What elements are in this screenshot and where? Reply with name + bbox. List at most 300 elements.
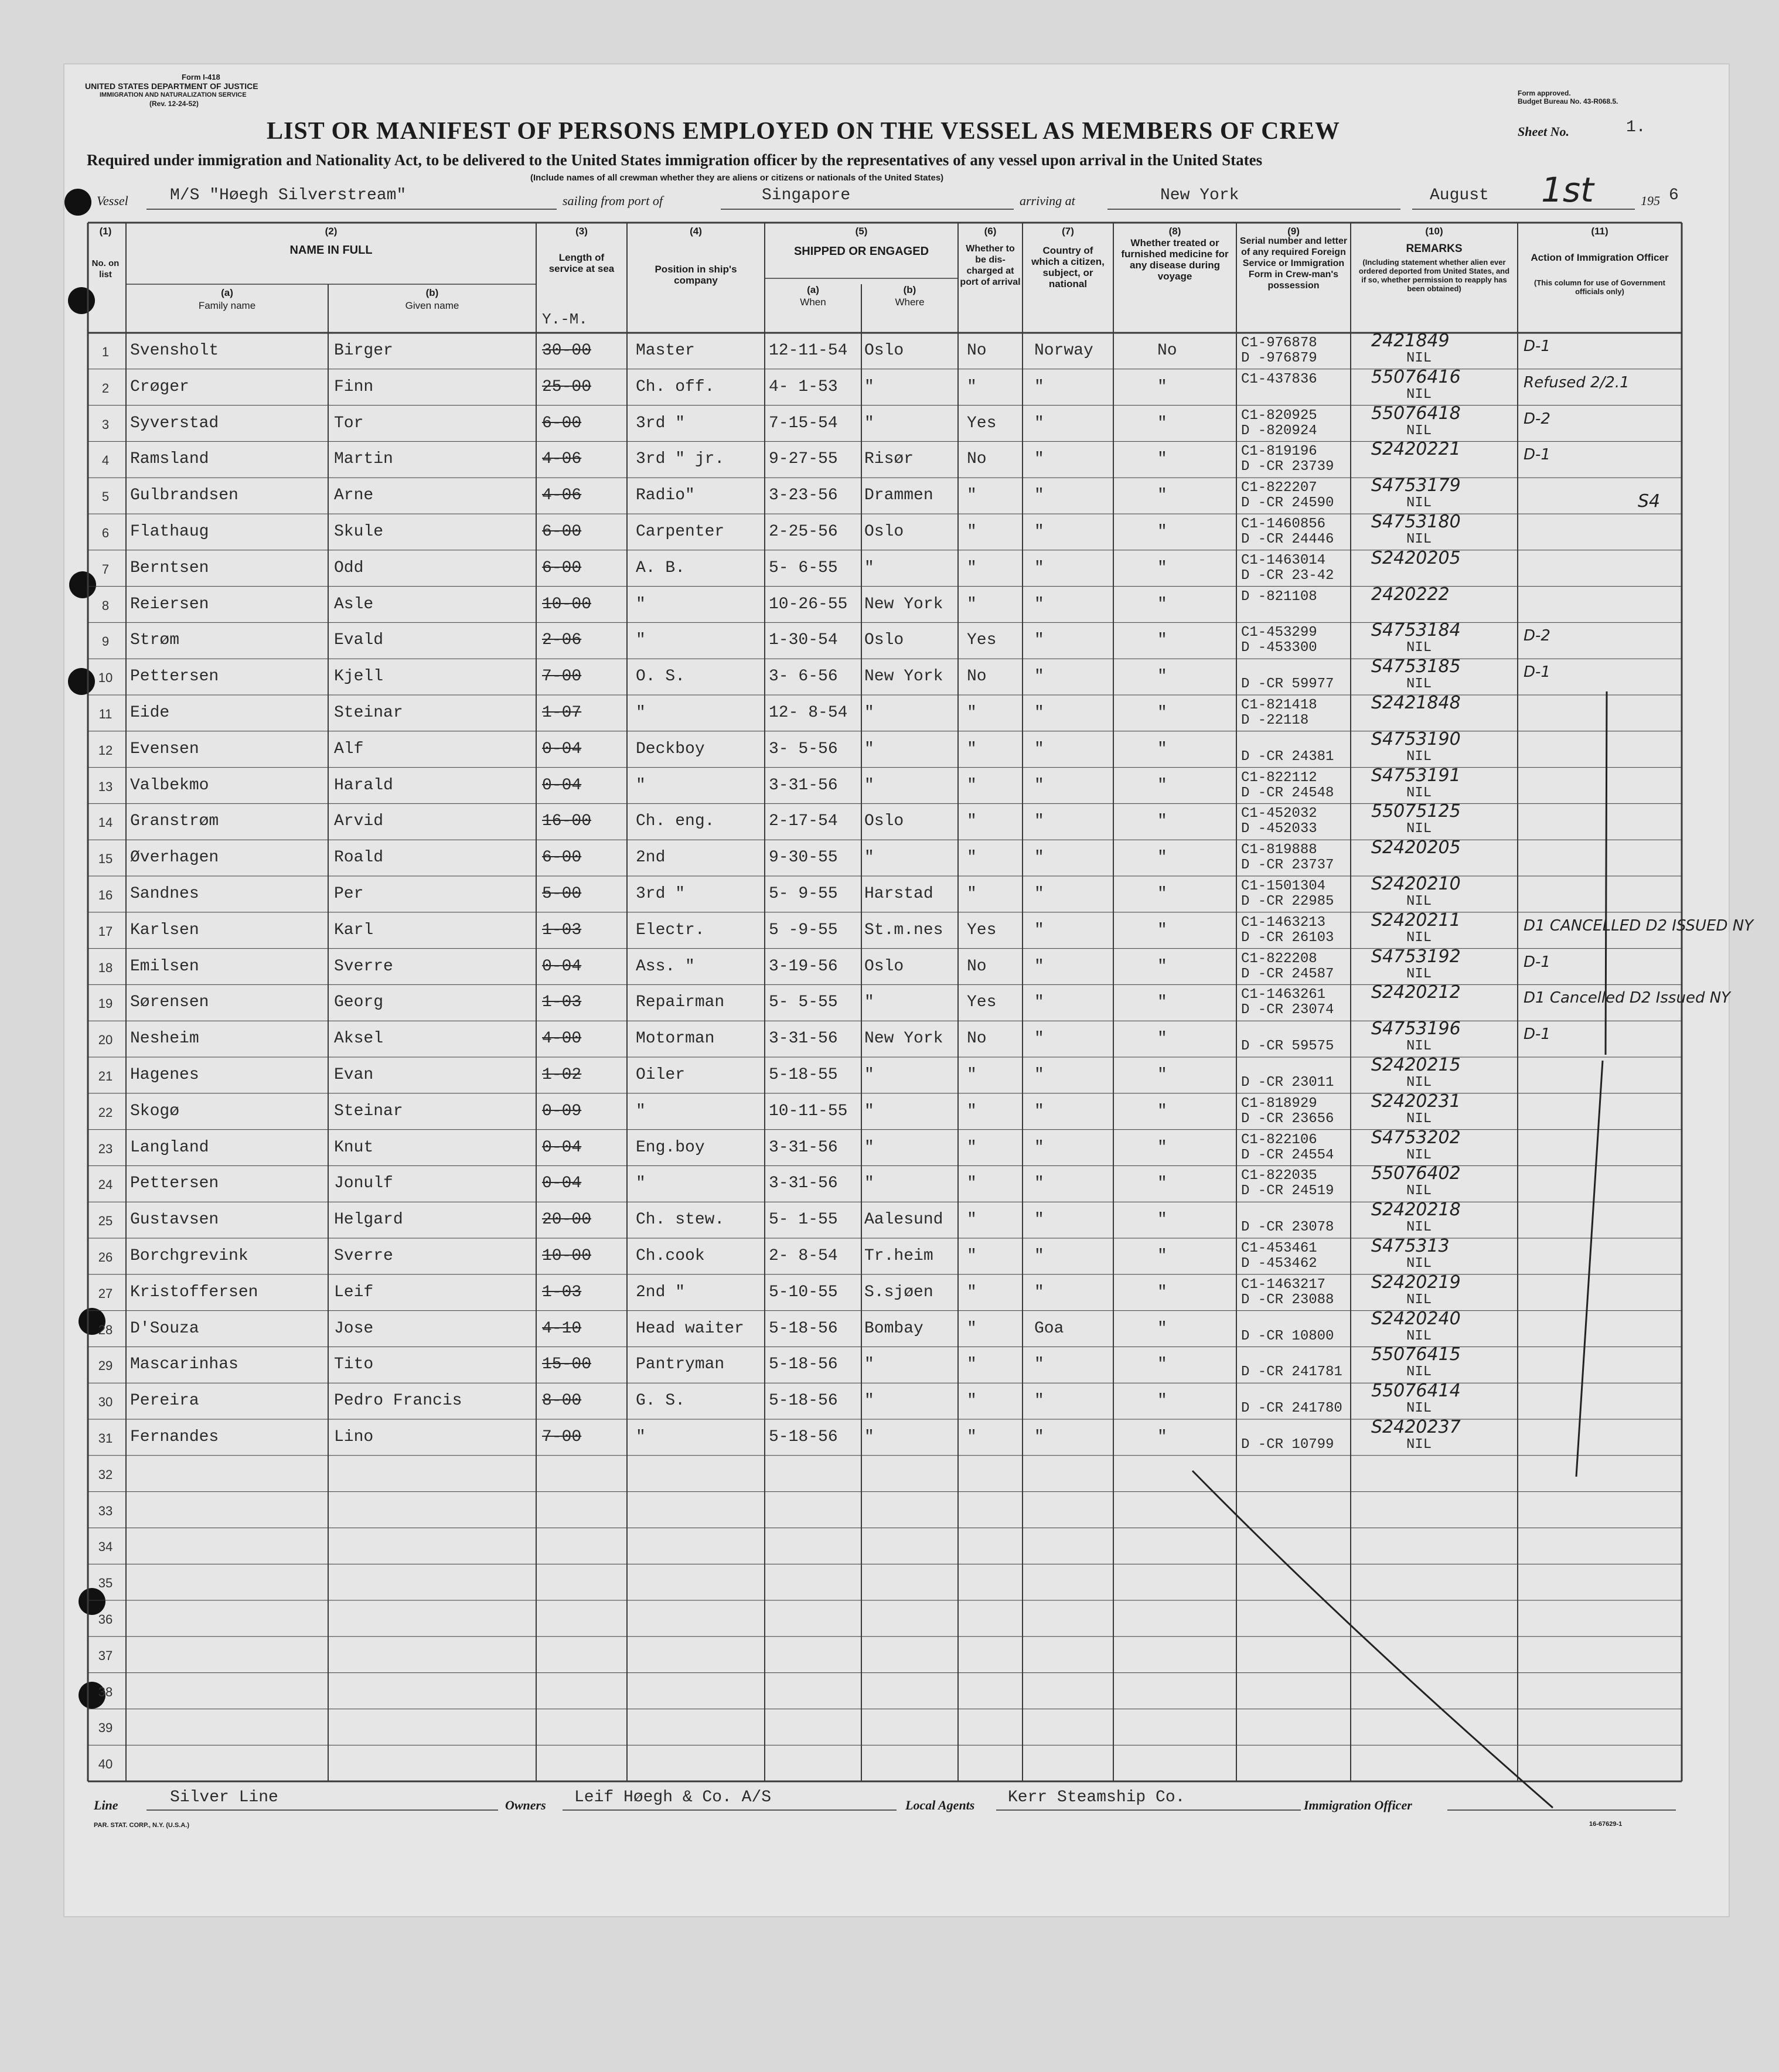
given-name: Per [334,885,364,903]
engaged-place: Oslo [864,342,904,360]
serial-number-2: D -CR 24446 [1241,531,1334,547]
discharged: Yes [967,921,997,939]
given-name: Tito [334,1355,374,1374]
discharged: " [967,704,977,722]
row-number: 25 [98,1214,113,1229]
discharged: " [967,377,977,396]
discharged: " [967,1283,977,1301]
form-number: Form I-418 [182,73,220,81]
remark: NIL [1406,785,1432,801]
serial-number-2: D -CR 24548 [1241,785,1334,801]
remark: NIL [1406,966,1432,982]
medicine: " [1157,595,1167,614]
country: " [1034,776,1044,795]
col10-number: (10) [1425,226,1443,237]
country: " [1034,1283,1044,1301]
service: IMMIGRATION AND NATURALIZATION SERVICE [100,91,247,98]
family-name: Pettersen [130,1174,219,1193]
family-name: Flathaug [130,523,209,541]
remark-handwritten: S4753192 [1371,946,1461,967]
medicine: " [1157,704,1167,722]
col6-number: (6) [984,226,997,237]
remark-handwritten: S2420221 [1371,439,1461,460]
engaged-date: 12- 8-54 [769,704,848,722]
engaged-place: " [864,1174,874,1193]
discharged: " [967,739,977,758]
country: " [1034,414,1044,432]
engaged-date: 3-31-56 [769,1138,838,1157]
col2b-header: Given name [405,300,459,311]
given-name: Helgard [334,1211,403,1229]
remark-handwritten: 55076415 [1371,1344,1461,1365]
medicine: " [1157,1392,1167,1410]
remark-handwritten: S4753196 [1371,1018,1461,1040]
col4-number: (4) [690,226,702,237]
engaged-place: Oslo [864,812,904,831]
position: A. B. [636,558,686,577]
medicine: " [1157,523,1167,541]
arriving-label: arriving at [1020,193,1075,208]
engaged-date: 2- 8-54 [769,1247,838,1265]
engaged-place: " [864,704,874,722]
row-number: 12 [98,742,113,758]
row-number: 38 [98,1684,113,1699]
remark: NIL [1406,350,1432,366]
year-prefix: 195 [1641,193,1660,208]
row-number: 14 [98,815,113,830]
position: 3rd " jr. [636,450,725,469]
position: Ch.cook [636,1247,705,1265]
serial-number-2: D -452033 [1241,821,1317,837]
medicine: " [1157,1066,1167,1084]
medicine: No [1157,342,1177,360]
col10-subheader: (Including statement whether alien ever ordered deported from United States, and if so, whether permission to reapply has been obtained) [1358,258,1510,293]
owners-underline [563,1809,897,1811]
engaged-place: S.sjøen [864,1283,933,1301]
serial-number-2: D -CR 26103 [1241,929,1334,946]
col8-header: Whether treated or furnished medicine for any disease during voyage [1121,237,1229,282]
family-name: Sørensen [130,993,209,1012]
engaged-date: 2-17-54 [769,812,838,831]
agents-underline [996,1809,1301,1811]
row-number: 11 [98,707,113,721]
given-name: Leif [334,1283,374,1301]
remark-handwritten: S2420231 [1371,1090,1461,1112]
family-name: Hagenes [130,1066,199,1084]
given-name: Birger [334,342,393,360]
medicine: " [1157,667,1167,686]
given-name: Odd [334,558,364,577]
serial-number-1: C1-821418 [1241,697,1317,713]
position: Head waiter [636,1319,744,1338]
position: " [636,631,646,650]
row-number: 18 [98,960,113,975]
row-number: 19 [98,996,113,1011]
col2a-number: (a) [221,287,233,298]
service-length: 2-06 [542,631,582,650]
serial-number-2: D -CR 10800 [1241,1328,1334,1344]
col10-header: REMARKS [1406,243,1463,255]
col3-number: (3) [575,226,588,237]
printer-credit: PAR. STAT. CORP., N.Y. (U.S.A.) [94,1822,189,1829]
row-number: 16 [98,888,113,902]
position: O. S. [636,667,686,686]
remark-handwritten: S475313 [1371,1236,1450,1256]
medicine: " [1157,414,1167,432]
family-name: Evensen [130,739,199,758]
family-name: Pereira [130,1392,199,1410]
row-number: 32 [98,1467,113,1482]
serial-number-1: C1-1463217 [1241,1276,1326,1293]
discharged: " [967,848,977,867]
remark-handwritten: S2420211 [1371,909,1461,931]
service-length: 15-00 [542,1355,592,1374]
engaged-date: 5-18-56 [769,1355,838,1374]
serial-number-2: D -453462 [1241,1256,1317,1272]
position: Ch. eng. [636,812,715,831]
position: " [636,776,646,795]
serial-number-2: D -CR 23074 [1241,1002,1334,1018]
form-approved: Form approved. [1518,89,1571,97]
engaged-place: " [864,848,874,867]
given-name: Finn [334,377,374,396]
row-number: 10 [98,670,113,686]
engaged-date: 7-15-54 [769,414,838,432]
service-length: 6-00 [542,848,582,867]
service-length: 7-00 [542,667,582,686]
row-number: 40 [98,1757,113,1772]
family-name: Berntsen [130,558,209,577]
serial-number-2: D -CR 23088 [1241,1291,1334,1308]
medicine: " [1157,812,1167,831]
service-length: 1-02 [542,1066,582,1084]
remark: NIL [1406,1400,1432,1417]
given-name: Jose [334,1319,374,1338]
discharged: No [967,957,987,976]
remark: NIL [1406,1364,1432,1381]
discharged: Yes [967,993,997,1012]
given-name: Harald [334,776,393,795]
given-name: Arvid [334,812,384,831]
country: " [1034,1392,1044,1410]
remark-handwritten: S4753190 [1371,728,1461,749]
medicine: " [1157,1174,1167,1193]
engaged-place: " [864,1392,874,1410]
serial-number-1: D -821108 [1241,588,1317,605]
remark: NIL [1406,748,1432,765]
engaged-place: New York [864,595,943,614]
family-name: Mascarinhas [130,1355,238,1374]
ditto-vertical-line [1576,691,1607,1477]
col1-header: No. on list [91,258,120,280]
remark-handwritten: 55076418 [1371,403,1461,424]
cancellation-line [1192,1471,1553,1808]
serial-number-1: C1-819196 [1241,444,1317,460]
engaged-date: 2-25-56 [769,523,838,541]
col5b-number: (b) [903,284,916,295]
row-number: 15 [98,851,113,867]
serial-number-1: C1-976878 [1241,335,1317,351]
row-number: 21 [98,1069,113,1083]
serial-number-1: C1-1463261 [1241,987,1326,1003]
remark: NIL [1406,495,1432,512]
col5b-header: Where [895,297,925,308]
service-length: 8-00 [542,1392,582,1410]
row-number: 1 [101,345,110,359]
given-name: Knut [334,1138,374,1157]
engaged-date: 3-19-56 [769,957,838,976]
sailing-label: sailing from port of [563,193,663,208]
discharged: " [967,1102,977,1120]
row-number: 24 [98,1177,113,1192]
service-length: 5-00 [542,885,582,903]
discharged: No [967,667,987,686]
remark: NIL [1406,1328,1432,1344]
col8-number: (8) [1168,226,1181,237]
country: " [1034,450,1044,469]
remark-handwritten: S4753185 [1371,656,1461,677]
engaged-place: St.m.nes [864,921,943,939]
given-name: Evan [334,1066,374,1084]
serial-number-1: C1-820925 [1241,407,1317,424]
serial-number-2: D -CR 24519 [1241,1183,1334,1199]
port-of-sailing: Singapore [762,186,851,205]
family-name: Granstrøm [130,812,219,831]
serial-number-1: C1-452032 [1241,806,1317,822]
medicine: " [1157,776,1167,795]
serial-number-2: D -CR 23078 [1241,1219,1334,1236]
discharged: No [967,450,987,469]
family-name: Syverstad [130,414,219,432]
col3-units: Y.-M. [542,311,588,328]
country: " [1034,739,1044,758]
discharged: " [967,1247,977,1265]
family-name: Kristoffersen [130,1283,258,1301]
country: " [1034,1247,1044,1265]
family-name: D'Souza [130,1319,199,1338]
serial-number-2: D -CR 59977 [1241,676,1334,693]
medicine: " [1157,1283,1167,1301]
given-name: Sverre [334,957,393,976]
col9-header: Serial number and letter of any required Foreign Service or Immigration Form in Crew-man's possession [1239,236,1348,291]
agents-name: Kerr Steamship Co. [1008,1788,1185,1807]
position: Electr. [636,921,705,939]
service-length: 10-00 [542,1247,592,1265]
family-name: Crøger [130,377,189,396]
discharged: " [967,1428,977,1446]
row-number: 6 [101,526,110,540]
owners-name: Leif Høegh & Co. A/S [574,1788,772,1807]
row-number: 3 [101,417,110,432]
remark-handwritten: S4753180 [1371,512,1461,532]
engaged-date: 5-18-56 [769,1428,838,1446]
row-number: 13 [98,779,113,794]
engaged-date: 3- 5-56 [769,739,838,758]
row-number: 28 [98,1322,113,1337]
engaged-place: Harstad [864,885,933,903]
country: Norway [1034,342,1093,360]
year-suffix: 6 [1669,186,1679,205]
given-name: Skule [334,523,384,541]
medicine: " [1157,631,1167,650]
medicine: " [1157,450,1167,469]
serial-number-1: C1-437836 [1241,371,1317,387]
position: Pantryman [636,1355,725,1374]
line-label: Line [94,1798,118,1812]
remark-handwritten: 2420222 [1371,584,1450,605]
officer-action: D1 CANCELLED D2 ISSUED NY [1524,916,1754,935]
engaged-place: Aalesund [864,1211,943,1229]
service-length: 4-06 [542,486,582,505]
engaged-place: " [864,993,874,1012]
remark-handwritten: 55075125 [1371,801,1461,822]
form-code: 16-67629-1 [1589,1821,1623,1828]
position: 2nd " [636,1283,686,1301]
engaged-date: 3- 6-56 [769,667,838,686]
engaged-place: Risør [864,450,914,469]
remark: NIL [1406,386,1432,403]
engaged-place: Tr.heim [864,1247,933,1265]
engaged-date: 3-31-56 [769,1030,838,1048]
remark-handwritten: S2420218 [1371,1199,1461,1221]
col7-number: (7) [1062,226,1074,237]
given-name: Pedro Francis [334,1392,462,1410]
col2-number: (2) [325,226,338,237]
family-name: Valbekmo [130,776,209,795]
family-name: Gustavsen [130,1211,219,1229]
engaged-date: 10-11-55 [769,1102,848,1120]
engaged-place: " [864,1138,874,1157]
discharged: " [967,885,977,903]
given-name: Sverre [334,1247,393,1265]
country: " [1034,1211,1044,1229]
engaged-place: " [864,558,874,577]
row-number: 39 [98,1720,113,1736]
engaged-date: 1-30-54 [769,631,838,650]
remark: NIL [1406,1219,1432,1236]
family-name: Emilsen [130,957,199,976]
discharged: " [967,1174,977,1193]
medicine: " [1157,1319,1167,1338]
position: Motorman [636,1030,715,1048]
family-name: Pettersen [130,667,219,686]
medicine: " [1157,848,1167,867]
remark: NIL [1406,676,1432,693]
serial-number-2: D -CR 24554 [1241,1147,1334,1163]
discharged: " [967,1392,977,1410]
service-length: 0-04 [542,957,582,976]
serial-number-1: C1-1463014 [1241,552,1326,568]
row-number: 2 [101,380,110,396]
given-name: Lino [334,1428,374,1446]
given-name: Jonulf [334,1174,393,1193]
remark-handwritten: 55076414 [1371,1381,1461,1402]
service-length: 1-07 [542,704,582,722]
remark: NIL [1406,422,1432,439]
position: Master [636,342,695,360]
country: " [1034,812,1044,831]
document-subtitle: Required under immigration and Nationality Act, to be delivered to the United States immigration officer by the representatives of any vessel upon arrival in the United States [87,151,1263,169]
row-number: 4 [101,453,110,468]
country: " [1034,957,1044,976]
engaged-date: 5-10-55 [769,1283,838,1301]
officer-underline [1447,1809,1676,1811]
row-number: 22 [98,1105,113,1120]
officer-action: D-2 [1524,627,1550,645]
engaged-place: Oslo [864,631,904,650]
position: 3rd " [636,885,686,903]
col7-header: Country of which a citizen, subject, or national [1031,245,1105,289]
family-name: Gulbrandsen [130,486,238,505]
engaged-date: 5- 5-55 [769,993,838,1012]
country: " [1034,595,1044,614]
position: Radio" [636,486,695,505]
serial-number-2: D -CR 22985 [1241,894,1334,909]
serial-number-2: D -CR 23656 [1241,1110,1334,1127]
remark: NIL [1406,640,1432,656]
engaged-date: 5 -9-55 [769,921,838,939]
col5a-number: (a) [807,284,819,295]
row-number: 23 [98,1141,113,1156]
engaged-place: " [864,1428,874,1446]
service-length: 25-00 [542,377,592,396]
row-number: 5 [101,489,110,505]
engaged-date: 12-11-54 [769,342,848,360]
position: Deckboy [636,739,705,758]
position: Oiler [636,1066,686,1084]
remark-handwritten: S4753179 [1371,475,1461,496]
given-name: Martin [334,450,393,469]
position: Ch. stew. [636,1211,725,1229]
family-name: Svensholt [130,342,219,360]
family-name: Sandnes [130,885,199,903]
family-name: Strøm [130,631,180,650]
engaged-date: 9-27-55 [769,450,838,469]
vessel-name: M/S "Høegh Silverstream" [170,186,407,205]
country: " [1034,486,1044,505]
country: " [1034,631,1044,650]
col3-header: Length of service at sea [548,252,615,274]
discharged: Yes [967,414,997,432]
document-note: (Include names of all crewman whether they are aliens or citizens or nationals of the United States) [530,173,944,183]
serial-number-2: D -CR 24381 [1241,748,1334,765]
position: Ass. " [636,957,695,976]
row-number: 37 [98,1648,113,1663]
agents-label: Local Agents [905,1798,975,1812]
remark: NIL [1406,1291,1432,1308]
document-title: LIST OR MANIFEST OF PERSONS EMPLOYED ON THE VESSEL AS MEMBERS OF CREW [267,118,1340,145]
service-length: 1-03 [542,993,582,1012]
serial-number-1: C1-822035 [1241,1168,1317,1184]
medicine: " [1157,1428,1167,1446]
col2b-number: (b) [425,287,439,298]
serial-number-2: D -CR 23-42 [1241,567,1334,584]
serial-number-2: D -976879 [1241,350,1317,366]
position: " [636,1102,646,1120]
service-length: 4-00 [542,1030,582,1048]
service-length: 0-04 [542,739,582,758]
remark-handwritten: S2421848 [1371,693,1461,713]
row-number: 35 [98,1576,113,1591]
col5-header: SHIPPED OR ENGAGED [793,245,929,258]
serial-number-2: D -CR 24590 [1241,495,1334,512]
row-number: 29 [98,1358,113,1374]
discharged: " [967,558,977,577]
medicine: " [1157,486,1167,505]
given-name: Alf [334,739,364,758]
col2a-header: Family name [198,300,256,311]
engaged-place: Oslo [864,957,904,976]
